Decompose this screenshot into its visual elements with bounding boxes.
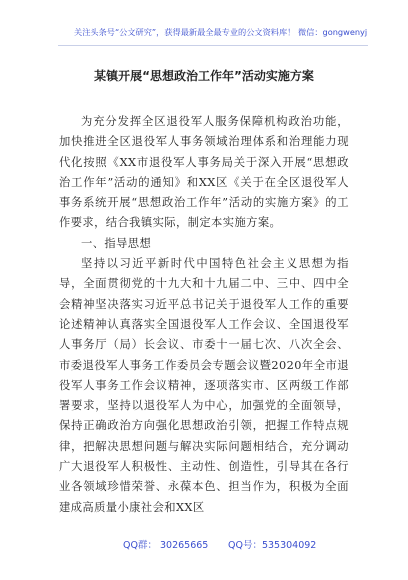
document-title: 某镇开展“思想政治工作年”活动实施方案: [94, 69, 314, 83]
qq-number-text: QQ号：535304092: [228, 540, 317, 551]
footer: [0, 535, 408, 555]
promo-text: 关注头条号“公文研究”，获得最新最全最专业的公文资料库！ 微信：gongwenyj: [74, 27, 368, 37]
header-banner: [0, 0, 408, 56]
guiding-thought-paragraph: 坚持以习近平新时代中国特色社会主义思想为指导，全面贯彻党的十九大和十九届二中、三中、四中全会精神坚决落实习近平总书记关于退役军人工作的重要论述精神认真落实全国退役军人工作会议、全国退役军人事务厅（局）长会议、市委十一届七次、八次全会、市委退役军人事务工作委员会专题会议暨2020年全市退役军人事务工作会议精神，逐项落实市、区两级工作部署要求，坚持以退役军人为中心，加强党的全面领导，保持正确政治方向强化思想政治引领，把握工作特点规律，把解决思想问题与解决实际问题相结合，充分调动广大退役军人积极性、主动性、创造性，引导其在各行业各领域珍惜荣誉、永葆本色、担当作为，积极为全面建成高质量小康社会和XX区: [59, 257, 349, 514]
document-body: [59, 112, 349, 518]
section-heading-guiding-thought: 一、指导思想: [81, 236, 152, 250]
header-divider: [58, 45, 368, 46]
intro-paragraph: 为充分发挥全区退役军人服务保障机构政治功能，加快推进全区退役军人事务领域治理体系和治理能力现代化按照《XX市退役军人事务局关于深入开展“思想政治工作年”活动的通知》和XX区《关于在全区退役军人事务系统开展“思想政治工作年”活动的实施方案》的工作要求，结合我镇实际，制定本实施方案。: [59, 115, 349, 230]
qq-group-text: QQ群： 30265665: [123, 540, 209, 551]
